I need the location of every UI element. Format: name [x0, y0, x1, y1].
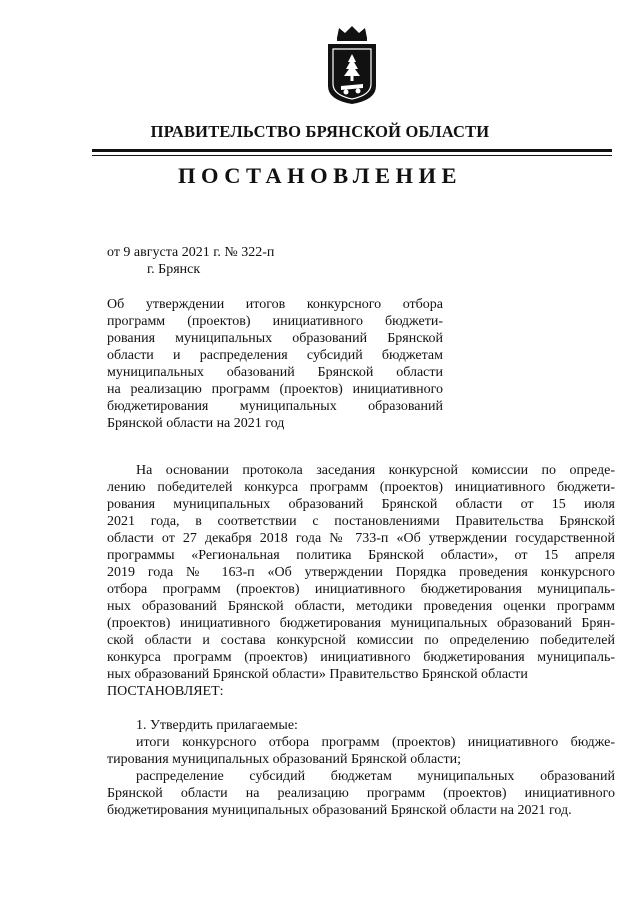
subject-line: Об утверждении итогов конкурсного отбора	[107, 297, 443, 312]
body-line: (проектов) инициативного бюджетирования муниципальных образований Брян-	[107, 616, 615, 631]
body-line: отбора программ (проектов) инициативного бюджетирования муниципаль-	[107, 582, 615, 597]
body-line: лению победителей конкурса программ (проектов) инициативного бюджети-	[107, 480, 615, 495]
body-line: На основании протокола заседания конкурсной комиссии по опреде-	[136, 463, 615, 478]
decree-items	[107, 717, 615, 819]
subject-line: на реализацию программ (проектов) инициативного	[107, 382, 443, 397]
body-line: ской области и состава конкурсной комиссии по определению победителей	[107, 633, 615, 648]
body-line: ных образований Брянской области, методики проведения оценки программ	[107, 599, 615, 614]
body-line: программы «Региональная политика Брянской области», от 15 апреля	[107, 548, 615, 563]
subject-line: области и распределения субсидий бюджетам	[107, 348, 443, 363]
header-rule-thin	[92, 155, 612, 156]
item-line: Брянской области на реализацию программ (проектов) инициативного	[107, 786, 615, 801]
body-line: 2021 года, в соответствии с постановлениями Правительства Брянской	[107, 514, 615, 529]
body-line: конкурса программ (проектов) инициативного бюджетирования муниципаль-	[107, 650, 615, 665]
item-line: 1. Утвердить прилагаемые:	[136, 718, 298, 733]
document-type-title: ПОСТАНОВЛЕНИЕ	[177, 163, 463, 188]
item-line: бюджетирования муниципальных образований Брянской области на 2021 год.	[107, 803, 572, 818]
document-date: от 9 августа 2021 г. № 322-п	[107, 245, 275, 260]
subject-line: муниципальных обазований Брянской области	[107, 365, 443, 380]
preamble-paragraph	[107, 462, 615, 683]
subject-line: бюджетирования муниципальных образований	[107, 399, 443, 414]
decree-word: ПОСТАНОВЛЯЕТ:	[107, 684, 224, 699]
document-city: г. Брянск	[147, 262, 201, 277]
body-line: рования муниципальных образований Брянской области от 15 июля	[107, 497, 615, 512]
subject-line: рования муниципальных образований Брянской	[107, 331, 443, 346]
bryansk-coat-of-arms-icon	[325, 24, 379, 106]
document-subject	[107, 296, 443, 432]
organization-title: ПРАВИТЕЛЬСТВО БРЯНСКОЙ ОБЛАСТИ	[150, 122, 490, 141]
body-line: области от 27 декабря 2018 года № 733-п «Об утверждении государственной	[107, 531, 615, 546]
item-line: итоги конкурсного отбора программ (проектов) инициативного бюдже-	[136, 735, 615, 750]
item-line: распределение субсидий бюджетам муниципальных образований	[136, 769, 615, 784]
header-rule-thick	[92, 149, 612, 152]
body-line: ных образований Брянской области» Правительство Брянской области	[107, 667, 528, 682]
subject-line: Брянской области на 2021 год	[107, 416, 285, 431]
item-line: тирования муниципальных образований Брянской области;	[107, 752, 461, 767]
subject-line: программ (проектов) инициативного бюджети-	[107, 314, 443, 329]
body-line: 2019 года № 163-п «Об утверждении Порядка проведения конкурсного	[107, 565, 615, 580]
